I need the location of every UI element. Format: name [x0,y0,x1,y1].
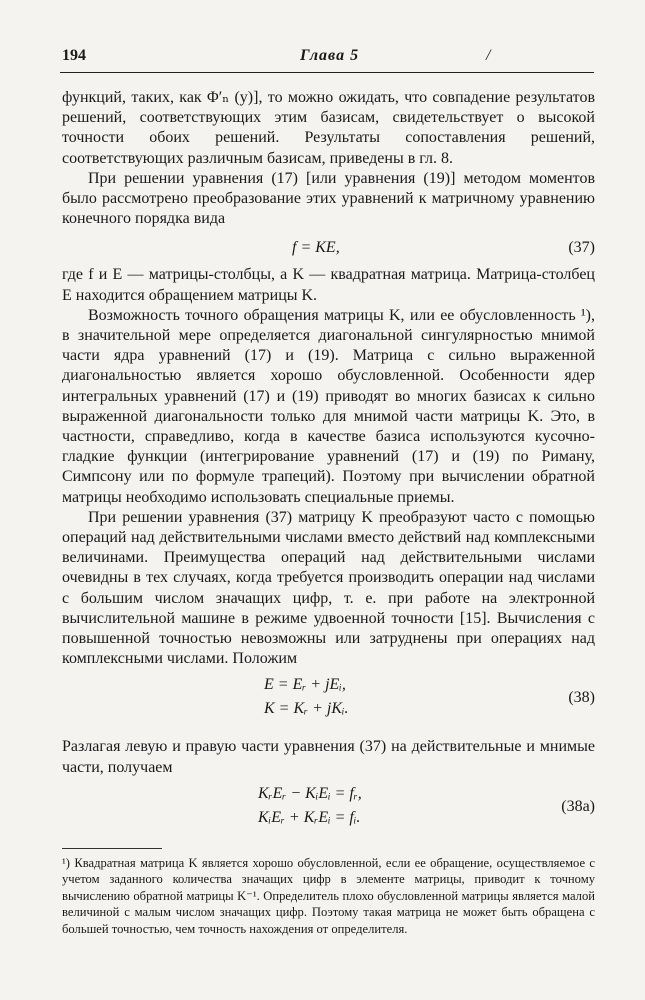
paragraph-2: При решении уравнения (17) [или уравнения (19)] методом моментов было рассмотрено преобразование этих уравнений к матричному уравнению конечного порядка вида [62,169,595,228]
equation-38 [62,675,595,729]
equation-38-line-1: E = Eᵣ + jEᵢ, [264,676,346,694]
paragraph-4: Возможность точного обращения матрицы K, или ее обусловленность ¹), в значительной мере определяется диагональной сингулярностью мнимой части ядра уравнений (17) и (19). Матрица с сильно выраженной диагональностью является хорошо обусловленной. Особенности ядер интегральных уравнений (17) и (19) приводят во многих базисах к сильно выраженной диагональности только для мнимой части матрицы K. Это, в частности, справедливо, когда в качестве базиса используются кусочно-гладкие функции (интегрирование уравнений (17) и (19) по Риману, Симпсону или по формуле трапеций). Поэтому при вычислении обратной матрицы необходимо использовать специальные приемы. [62,306,595,506]
equation-38-line-2: K = Kᵣ + jKᵢ. [264,700,349,718]
page-header [62,47,592,69]
page-number: 194 [62,47,86,64]
footnote-text: Квадратная матрица K является хорошо обусловленной, если ее обращение, осуществляемое с учетом заданного количества значащих цифр в элементе матрицы, приводит к точному вычислению обратной матрицы K⁻¹. Определитель плохо обусловленной матрицы является малой величиной с малым числом значащих цифр. Поэтому такая матрица не может быть обращена с большей точностью, чем точность нахождения от определителя. [62,855,595,936]
header-rule [60,72,594,73]
equation-38-number: (38) [568,689,595,707]
equation-38a-number: (38a) [561,797,595,815]
header-mark: / [486,47,491,64]
paragraph-3: где f и E — матрицы-столбцы, а K — квадратная матрица. Матрица-столбец E находится обращением матрицы K. [62,266,595,304]
paragraph-5: При решении уравнения (37) матрицу K преобразуют часто с помощью операций над действительными числами вместо действий над комплексными величинами. Преимущества операций над действительными числами очевидны в тех случаях, когда требуется производить операции над числами с большим числом значащих цифр, т. е. при работе на электронной вычислительной машине в режиме удвоенной точности [15]. Вычисления с повышенной точностью невозможны или затруднены при операциях над комплексными числами. Положим [62,508,595,668]
paragraph-1: функций, таких, как Φ′ₙ (y)], то можно ожидать, что совпадение результатов решений, соответствующих этим базисам, свидетельствует о высокой точности обоих решений. Результаты сопоставления решений, соответствующих различным базисам, приведены в гл. 8. [62,89,595,167]
equation-38a-line-2: KᵢEᵣ + KᵣEᵢ = fᵢ. [258,808,361,826]
chapter-title: Глава 5 [300,47,360,64]
footnote-mark: ¹) [62,855,70,870]
footnote [62,855,595,938]
equation-37-body: f = KE, [292,239,340,257]
footnote-rule [62,848,162,849]
equation-38a [62,784,595,838]
equation-38a-line-1: KᵣEᵣ − KᵢEᵢ = fᵣ, [258,784,362,802]
equation-37-number: (37) [568,239,595,257]
paragraph-6: Разлагая левую и правую части уравнения (37) на действительные и мнимые части, получаем [62,738,595,776]
equation-37 [62,232,595,264]
body-text [62,88,595,937]
